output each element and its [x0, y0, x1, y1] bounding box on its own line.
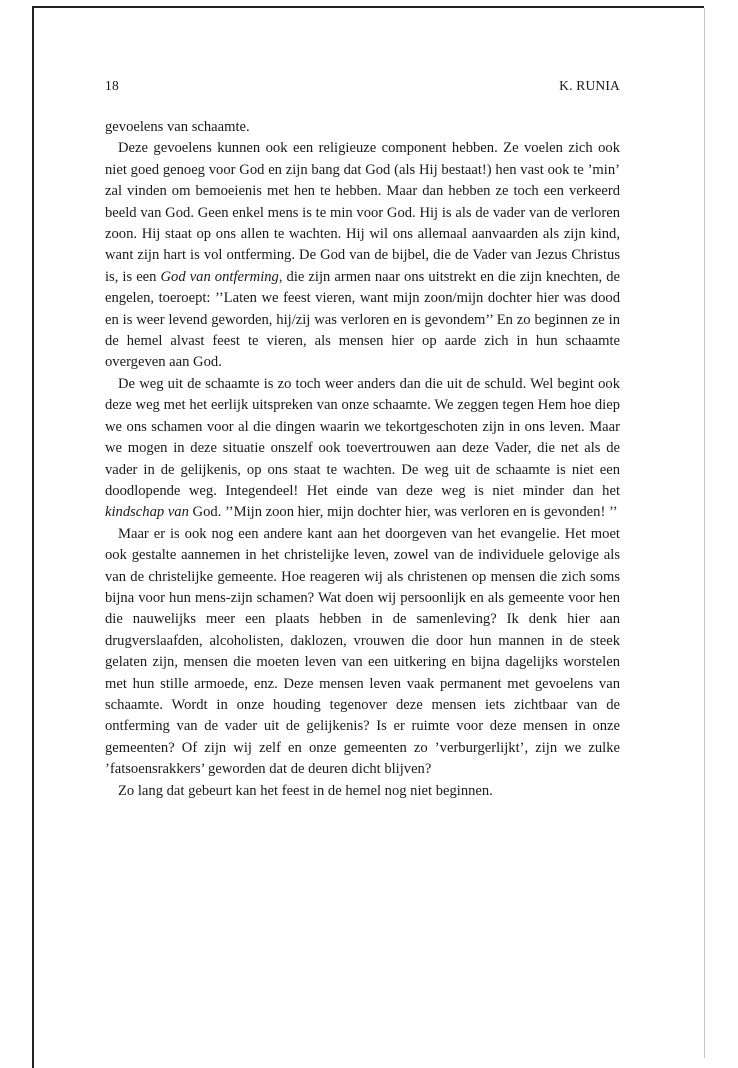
paragraph	[105, 138, 620, 373]
paragraph	[105, 781, 620, 802]
text-run: gevoelens van schaamte.	[105, 119, 250, 135]
scan-border-top	[32, 6, 704, 8]
text-run: Maar er is ook nog een andere kant aan het doorgeven van het evangelie. Het moet ook gestalte aannemen in het christelijke leven, zowel van de individuele gelovige als van de christelijke gemeente. Hoe reageren wij als christenen op mensen die zich soms bijna voor hun mens-zijn schamen? Wat doen wij persoonlijk en als gemeente voor hen die nauwelijks meer een plaats hebben in de samenleving? Ik denk hier aan drugverslaafden, alcoholisten, daklozen, vrouwen die door hun mannen in de steek gelaten zijn, mensen die moeten leven van een uitkering en bijna dagelijks worstelen met hun stille armoede, enz. Deze mensen leven vaak permanent met gevoelens van schaamte. Wordt in onze houding tegenover deze mensen iets zichtbaar van de ontferming van de vader uit de gelijkenis? Is er ruimte voor deze mensen in onze gemeenten? Of zijn wij zelf en onze gemeenten zo ’verburgerlijkt’, zijn we zulke ’fatsoensrakkers’ geworden dat de deuren dicht blijven?	[105, 525, 620, 778]
text-run: God. ’’Mijn zoon hier, mijn dochter hier, was verloren en is gevonden! ’’	[188, 504, 618, 521]
paragraph	[105, 374, 620, 524]
book-page	[105, 78, 620, 802]
text-run: , die zijn armen naar ons uitstrekt en die zijn knechten, de engelen, toeroept: ’’Laten we feest vieren, want mijn zoon/mijn dochter hier was dood en is weer levend geworden, hij/zij was verloren en is gevondem’’ En zo beginnen ze in de hemel alvast feest te vieren, als mensen hier op aarde zich in hun schaamte overgeven aan God.	[105, 268, 620, 371]
italic-phrase: God van ontferming	[160, 268, 279, 285]
running-header	[105, 78, 620, 100]
paragraph	[105, 117, 620, 138]
text-run: Deze gevoelens kunnen ook een religieuze component hebben. Ze voelen zich ook niet goed genoeg voor God en zijn bang dat God (als Hij bestaat!) hen vast ook te ’min’ zal vinden om bemoeienis met hen te hebben. Maar dan hebben ze toch een verkeerd beeld van God. Geen enkel mens is te min voor God. Hij is als de vader van de verloren zoon. Hij staat op ons allen te wachten. Hij wil ons allemaal aanvaarden als zijn kind, want zijn hart is vol ontferming. De God van de bijbel, die de Vader van Jezus Christus is, is een	[105, 140, 620, 285]
text-run: Zo lang dat gebeurt kan het feest in de hemel nog niet beginnen.	[118, 782, 493, 799]
scan-border-left	[32, 6, 34, 1068]
italic-phrase: kindschap van	[105, 504, 189, 521]
running-head-author: K. RUNIA	[559, 78, 620, 93]
body-text	[105, 117, 620, 802]
text-run: De weg uit de schaamte is zo toch weer anders dan die uit de schuld. Wel begint ook deze weg met het eerlijk uitspreken van onze schaamte. We zeggen tegen Hem hoe diep we ons schamen voor al die dingen waarin we tekortgeschoten zijn in ons leven. Maar we mogen in deze situatie onszelf ook toevertrouwen aan deze Vader, die net als de vader in de gelijkenis, op ons staat te wachten. De weg uit de schaamte is niet een doodlopende weg. Integendeel! Het einde van deze weg is niet minder dan het	[105, 375, 620, 499]
scan-edge-right	[704, 8, 705, 1058]
paragraph	[105, 524, 620, 781]
page-number: 18	[105, 78, 119, 93]
